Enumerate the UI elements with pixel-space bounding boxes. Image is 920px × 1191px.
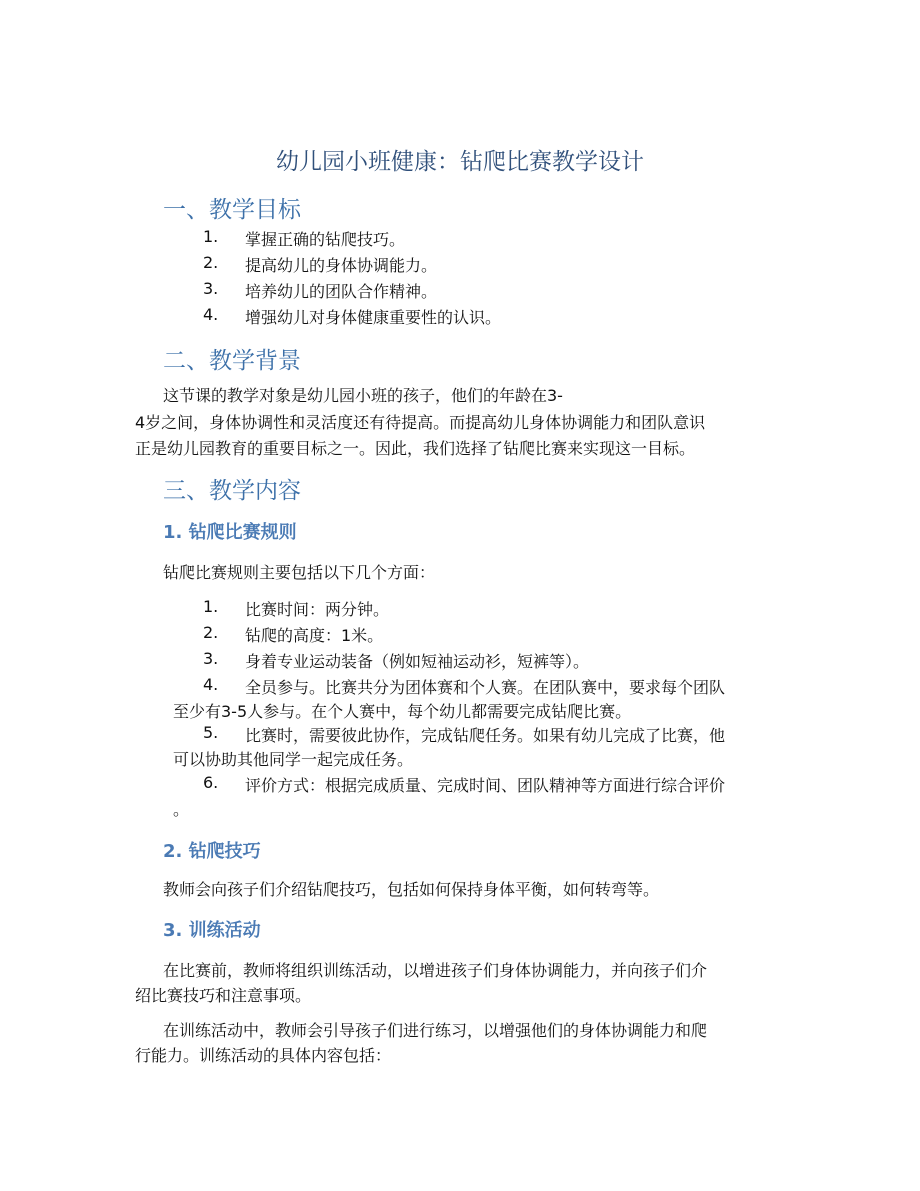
subheading-techniques: 2. 钻爬技巧 <box>163 841 261 862</box>
list-item-number: 6. <box>203 773 219 792</box>
list-item-number: 4. <box>203 305 219 324</box>
subheading-rules: 1. 钻爬比赛规则 <box>163 522 297 543</box>
list-item-number: 2. <box>203 623 219 642</box>
list-item-number: 1. <box>203 227 219 246</box>
list-item-text-continued: 。 <box>173 800 190 819</box>
document-title: 幼儿园小班健康：钻爬比赛教学设计 <box>276 149 644 175</box>
list-item-text: 钻爬的高度：1米。 <box>245 626 384 645</box>
list-item-text: 比赛时间：两分钟。 <box>245 600 390 619</box>
list-item-text-continued: 至少有3-5人参与。在个人赛中，每个幼儿都需要完成钻爬比赛。 <box>173 702 632 721</box>
section-heading-background: 二、教学背景 <box>163 348 301 374</box>
list-item-number: 3. <box>203 649 219 668</box>
list-item-text: 评价方式：根据完成质量、完成时间、团队精神等方面进行综合评价 <box>245 776 726 795</box>
paragraph-line: 在训练活动中，教师会引导孩子们进行练习，以增强他们的身体协调能力和爬 <box>163 1021 708 1040</box>
list-item-text: 掌握正确的钻爬技巧。 <box>245 230 406 249</box>
list-item-number: 4. <box>203 675 219 694</box>
list-item-text: 全员参与。比赛共分为团体赛和个人赛。在团队赛中，要求每个团队 <box>245 678 726 697</box>
paragraph-line: 行能力。训练活动的具体内容包括： <box>135 1046 392 1065</box>
paragraph-line: 绍比赛技巧和注意事项。 <box>135 986 312 1005</box>
techniques-paragraph: 教师会向孩子们介绍钻爬技巧，包括如何保持身体平衡，如何转弯等。 <box>163 880 660 899</box>
list-item-text: 增强幼儿对身体健康重要性的认识。 <box>245 308 502 327</box>
paragraph-line: 4岁之间，身体协调性和灵活度还有待提高。而提高幼儿身体协调能力和团队意识 <box>135 413 706 432</box>
section-heading-objectives: 一、教学目标 <box>163 197 301 223</box>
section-heading-content: 三、教学内容 <box>163 478 301 504</box>
list-item-text: 提高幼儿的身体协调能力。 <box>245 256 438 275</box>
list-item-text-continued: 可以协助其他同学一起完成任务。 <box>173 750 414 769</box>
list-item-number: 5. <box>203 723 219 742</box>
list-item-number: 2. <box>203 253 219 272</box>
list-item-text: 比赛时，需要彼此协作，完成钻爬任务。如果有幼儿完成了比赛，他 <box>245 726 726 745</box>
list-item-number: 1. <box>203 597 219 616</box>
list-item-text: 身着专业运动装备（例如短袖运动衫，短裤等）。 <box>245 652 590 671</box>
paragraph-line: 在比赛前，教师将组织训练活动，以增进孩子们身体协调能力，并向孩子们介 <box>163 961 708 980</box>
paragraph-line: 这节课的教学对象是幼儿园小班的孩子，他们的年龄在3- <box>163 386 563 405</box>
list-item-number: 3. <box>203 279 219 298</box>
rules-intro: 钻爬比赛规则主要包括以下几个方面： <box>163 563 436 582</box>
list-item-text: 培养幼儿的团队合作精神。 <box>245 282 438 301</box>
subheading-training: 3. 训练活动 <box>163 920 261 941</box>
paragraph-line: 正是幼儿园教育的重要目标之一。因此，我们选择了钻爬比赛来实现这一目标。 <box>135 439 696 458</box>
